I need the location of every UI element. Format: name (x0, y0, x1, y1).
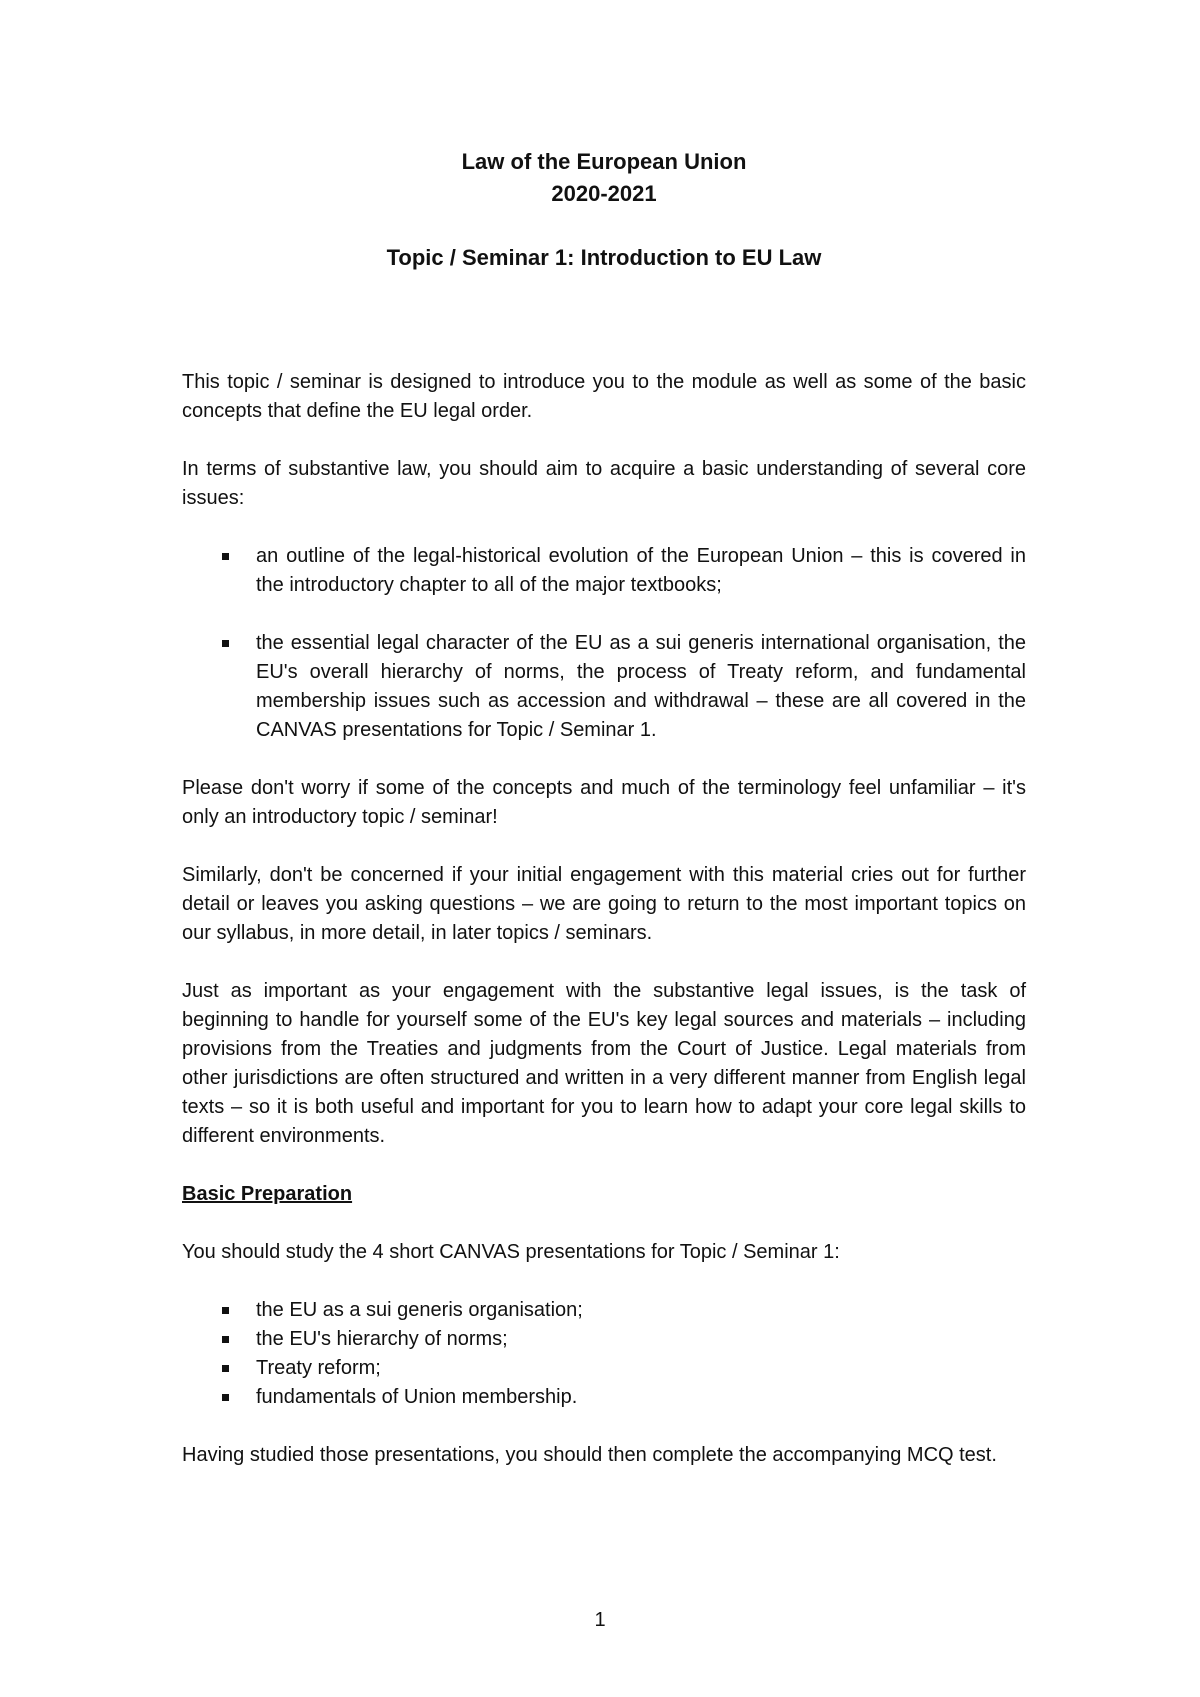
list-item (182, 1325, 1026, 1354)
basic-preparation-heading: Basic Preparation (182, 1183, 353, 1205)
list-item (182, 542, 1026, 600)
page-content (182, 146, 1026, 1499)
topic-subtitle: Topic / Seminar 1: Introduction to EU Law (386, 245, 822, 270)
title-line-1: Law of the European Union (461, 149, 747, 174)
substantive-intro-paragraph: In terms of substantive law, you should aim to acquire a basic understanding of several core issues: (182, 458, 1026, 509)
list-item-text: fundamentals of Union membership. (256, 1386, 578, 1408)
similarly-paragraph: Similarly, don't be concerned if your initial engagement with this material cries out for further detail or leaves you asking questions – we are going to return to the most important topics on our syllabus, in more detail, in later topics / seminars. (182, 864, 1026, 944)
square-bullet-icon (222, 1365, 229, 1372)
header-spacer (182, 274, 1026, 368)
square-bullet-icon (222, 1394, 229, 1401)
list-item-text: the EU's hierarchy of norms; (256, 1328, 508, 1350)
document-title (182, 146, 1026, 210)
list-item-text: an outline of the legal-historical evolution of the European Union – this is covered in the introductory chapter to all of the major textbooks; (256, 545, 1026, 596)
presentations-list (182, 1296, 1026, 1412)
square-bullet-icon (222, 640, 229, 647)
title-gap (182, 210, 1026, 242)
list-item (182, 1296, 1026, 1325)
core-issues-list (182, 542, 1026, 745)
list-item (182, 629, 1026, 745)
intro-paragraph: This topic / seminar is designed to introduce you to the module as well as some of the basic concepts that define the EU legal order. (182, 371, 1026, 422)
preparation-closing-paragraph: Having studied those presentations, you should then complete the accompanying MCQ test. (182, 1444, 997, 1466)
list-item-text: the essential legal character of the EU as a sui generis international organisation, the EU's overall hierarchy of norms, the process of Treaty reform, and fundamental membership issues such as accession and withdrawal – these are all covered in the CANVAS presentations for Topic / Seminar 1. (256, 632, 1026, 741)
worry-paragraph: Please don't worry if some of the concepts and much of the terminology feel unfamiliar – it's only an introductory topic / seminar! (182, 777, 1026, 828)
square-bullet-icon (222, 1336, 229, 1343)
preparation-intro-paragraph: You should study the 4 short CANVAS presentations for Topic / Seminar 1: (182, 1241, 840, 1263)
square-bullet-icon (222, 1307, 229, 1314)
title-line-2: 2020-2021 (551, 181, 657, 206)
square-bullet-icon (222, 553, 229, 560)
list-item-text: the EU as a sui generis organisation; (256, 1299, 583, 1321)
list-item (182, 1354, 1026, 1383)
list-item (182, 1383, 1026, 1412)
important-paragraph: Just as important as your engagement with the substantive legal issues, is the task of beginning to handle for yourself some of the EU's key legal sources and materials – including provisions from the Treaties and judgments from the Court of Justice. Legal materials from other jurisdictions are often structured and written in a very different manner from English legal texts – so it is both useful and important for you to learn how to adapt your core legal skills to different environments. (182, 980, 1026, 1147)
page-number: 1 (594, 1609, 606, 1631)
list-item-text: Treaty reform; (256, 1357, 381, 1379)
